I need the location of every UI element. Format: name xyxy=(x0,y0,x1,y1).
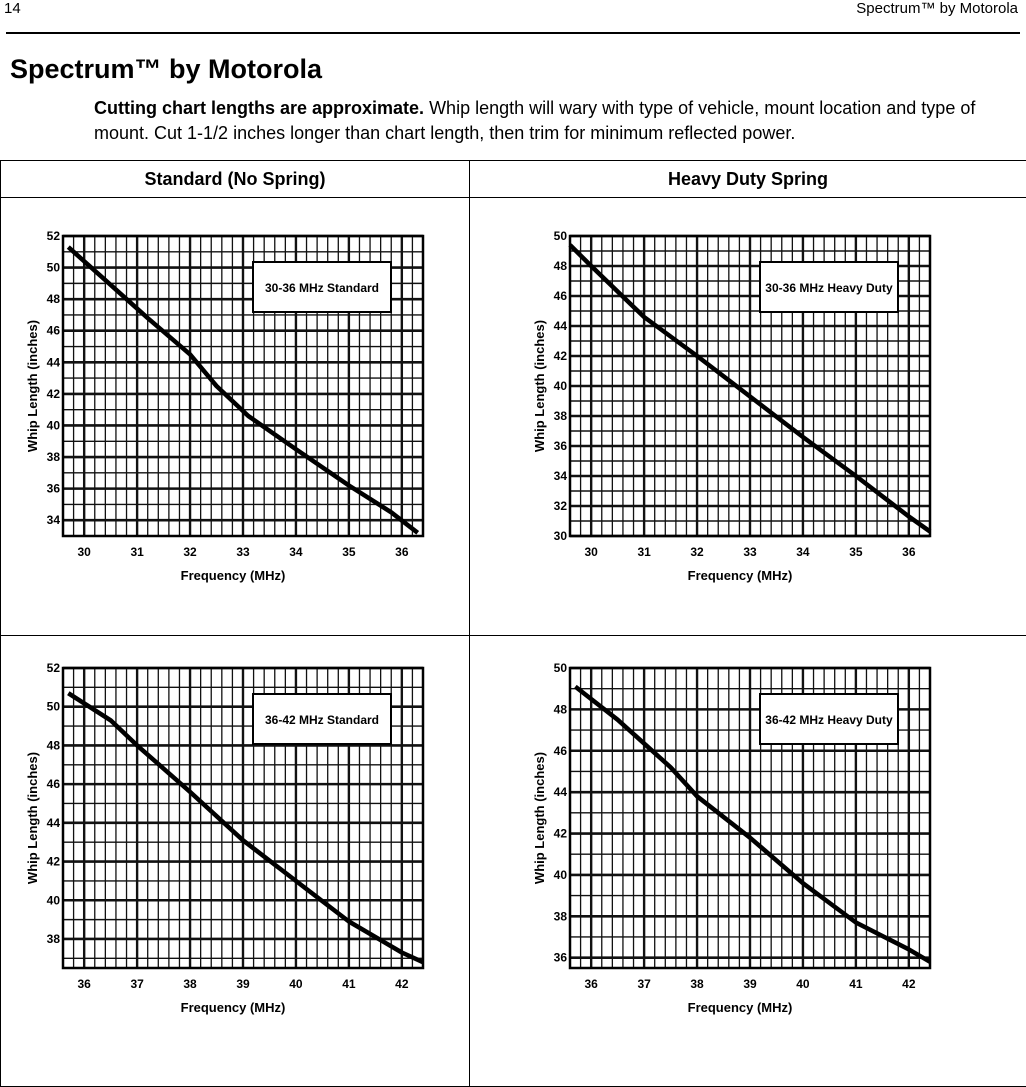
x-axis-label: Frequency (MHz) xyxy=(688,568,793,583)
cell-standard-36-42 xyxy=(1,636,470,1087)
x-tick-label: 36 xyxy=(902,545,916,559)
y-axis-label: Whip Length (inches) xyxy=(532,752,547,884)
cell-heavy-duty-30-36 xyxy=(470,198,1026,636)
x-tick-label: 30 xyxy=(584,545,598,559)
y-tick-label: 42 xyxy=(47,855,61,869)
y-tick-label: 44 xyxy=(47,816,61,830)
x-tick-label: 30 xyxy=(77,545,91,559)
x-tick-label: 34 xyxy=(289,545,303,559)
chart-title: 36-42 MHz Standard xyxy=(265,713,379,727)
y-tick-label: 38 xyxy=(47,932,61,946)
x-tick-label: 33 xyxy=(743,545,757,559)
y-tick-label: 42 xyxy=(554,349,568,363)
chart-30-36-standard xyxy=(23,222,453,612)
x-tick-label: 42 xyxy=(902,977,916,991)
y-tick-label: 40 xyxy=(47,893,61,907)
y-tick-label: 52 xyxy=(47,229,61,243)
running-header xyxy=(0,0,1026,22)
x-tick-label: 35 xyxy=(849,545,863,559)
x-axis-label: Frequency (MHz) xyxy=(181,1000,286,1015)
y-tick-label: 46 xyxy=(554,289,568,303)
y-tick-label: 50 xyxy=(47,261,61,275)
x-tick-label: 38 xyxy=(690,977,704,991)
y-tick-label: 30 xyxy=(554,529,568,543)
y-tick-label: 42 xyxy=(554,827,568,841)
page-title: Spectrum™ by Motorola xyxy=(10,54,322,85)
y-tick-label: 46 xyxy=(47,324,61,338)
y-tick-label: 38 xyxy=(47,450,61,464)
x-axis-label: Frequency (MHz) xyxy=(181,568,286,583)
y-tick-label: 46 xyxy=(554,744,568,758)
x-tick-label: 39 xyxy=(743,977,757,991)
x-tick-label: 37 xyxy=(637,977,651,991)
x-tick-label: 38 xyxy=(183,977,197,991)
cutting-note-text: Whip length will wary with type of vehicle, mount location and type of mount. Cut 1-1/2 inches longer than chart length, then trim for minimum reflected power. xyxy=(94,98,975,143)
x-tick-label: 32 xyxy=(690,545,704,559)
y-tick-label: 48 xyxy=(47,738,61,752)
y-tick-label: 44 xyxy=(47,355,61,369)
y-tick-label: 36 xyxy=(554,951,568,965)
page-number: 14 xyxy=(4,0,21,17)
x-tick-label: 31 xyxy=(637,545,651,559)
y-tick-label: 44 xyxy=(554,319,568,333)
chart-36-42-heavy-duty xyxy=(530,654,960,1044)
y-axis-label: Whip Length (inches) xyxy=(532,320,547,452)
x-tick-label: 40 xyxy=(796,977,810,991)
x-tick-label: 41 xyxy=(849,977,863,991)
y-tick-label: 36 xyxy=(554,439,568,453)
y-axis-label: Whip Length (inches) xyxy=(25,752,40,884)
y-tick-label: 50 xyxy=(554,661,568,675)
x-tick-label: 35 xyxy=(342,545,356,559)
x-tick-label: 36 xyxy=(584,977,598,991)
x-tick-label: 32 xyxy=(183,545,197,559)
chart-title: 30-36 MHz Standard xyxy=(265,281,379,295)
y-tick-label: 46 xyxy=(47,777,61,791)
x-tick-label: 40 xyxy=(289,977,303,991)
y-tick-label: 44 xyxy=(554,785,568,799)
cutting-note-bold: Cutting chart lengths are approximate. xyxy=(94,98,424,118)
column-header-standard: Standard (No Spring) xyxy=(1,161,470,198)
x-tick-label: 31 xyxy=(130,545,144,559)
y-tick-label: 34 xyxy=(47,513,61,527)
y-tick-label: 38 xyxy=(554,909,568,923)
cell-heavy-duty-36-42 xyxy=(470,636,1026,1087)
y-tick-label: 32 xyxy=(554,499,568,513)
y-tick-label: 40 xyxy=(554,868,568,882)
cell-standard-30-36 xyxy=(1,198,470,636)
chart-title: 30-36 MHz Heavy Duty xyxy=(765,281,893,295)
x-tick-label: 42 xyxy=(395,977,409,991)
running-title: Spectrum™ by Motorola xyxy=(856,0,1018,17)
y-tick-label: 48 xyxy=(554,259,568,273)
y-tick-label: 36 xyxy=(47,482,61,496)
x-tick-label: 34 xyxy=(796,545,810,559)
chart-30-36-heavy-duty xyxy=(530,222,960,612)
chart-36-42-standard xyxy=(23,654,453,1044)
y-tick-label: 50 xyxy=(47,700,61,714)
x-tick-label: 36 xyxy=(77,977,91,991)
y-tick-label: 48 xyxy=(554,702,568,716)
y-tick-label: 52 xyxy=(47,661,61,675)
column-header-heavy-duty: Heavy Duty Spring xyxy=(470,161,1026,198)
y-tick-label: 48 xyxy=(47,292,61,306)
y-tick-label: 50 xyxy=(554,229,568,243)
y-tick-label: 34 xyxy=(554,469,568,483)
x-tick-label: 41 xyxy=(342,977,356,991)
x-tick-label: 39 xyxy=(236,977,250,991)
y-tick-label: 40 xyxy=(47,418,61,432)
cutting-chart-table xyxy=(0,160,1026,1087)
cutting-note xyxy=(94,96,1024,146)
header-rule xyxy=(6,32,1020,34)
y-tick-label: 40 xyxy=(554,379,568,393)
y-axis-label: Whip Length (inches) xyxy=(25,320,40,452)
y-tick-label: 42 xyxy=(47,387,61,401)
chart-title: 36-42 MHz Heavy Duty xyxy=(765,713,893,727)
x-tick-label: 36 xyxy=(395,545,409,559)
y-tick-label: 38 xyxy=(554,409,568,423)
x-axis-label: Frequency (MHz) xyxy=(688,1000,793,1015)
x-tick-label: 37 xyxy=(130,977,144,991)
x-tick-label: 33 xyxy=(236,545,250,559)
